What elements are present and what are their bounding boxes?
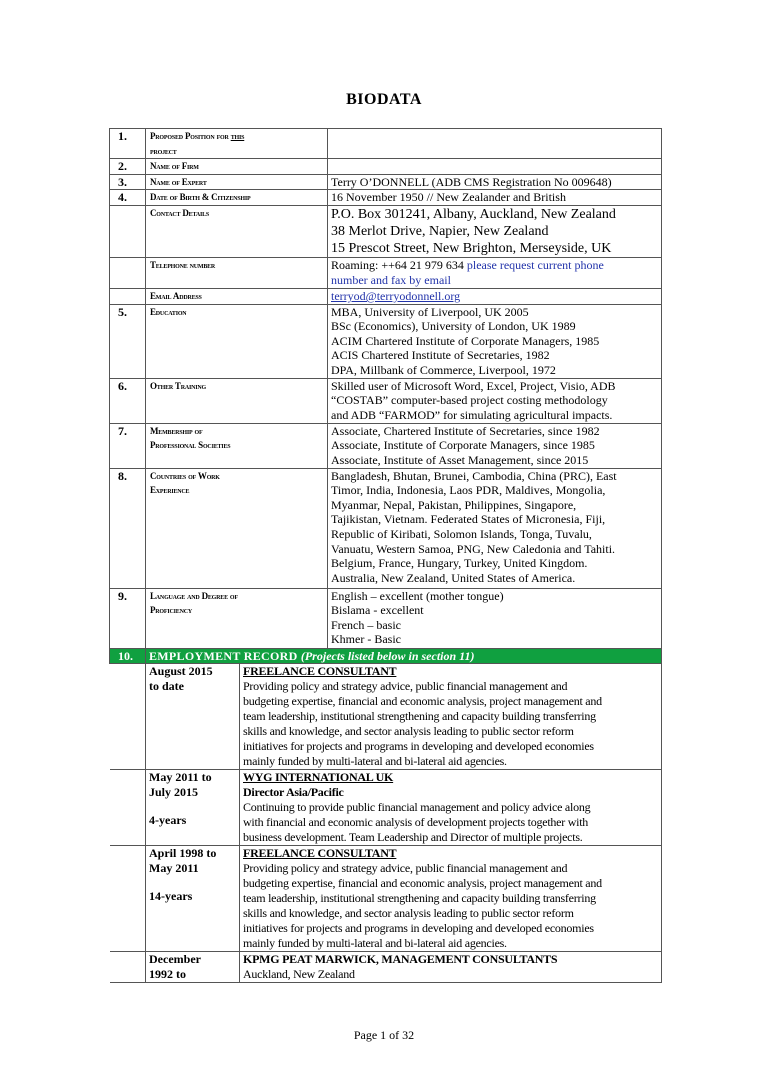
employment-entry	[110, 952, 662, 983]
telephone-value: Roaming: ++64 21 979 634 please request current phone number and fax by email	[328, 257, 662, 288]
expert-name-value: Terry O’DONNELL (ADB CMS Registration No 009648)	[328, 174, 662, 190]
row-telephone	[110, 257, 662, 288]
row-label: Name of Firm	[146, 159, 328, 175]
row-proposed-position	[110, 129, 662, 159]
employment-record-title: EMPLOYMENT RECORD (Projects listed below in section 11)	[146, 648, 662, 664]
row-number: 2.	[110, 159, 146, 175]
row-label: Contact Details	[146, 205, 328, 257]
email-value	[328, 288, 662, 304]
row-membership	[110, 423, 662, 468]
contact-address-value: P.O. Box 301241, Albany, Auckland, New Zealand 38 Merlot Drive, Napier, New Zealand 15 Prescot Street, New Brighton, Merseyside, UK	[328, 205, 662, 257]
row-number: 10.	[110, 648, 146, 664]
row-number: 7.	[110, 423, 146, 468]
row-other-training	[110, 378, 662, 423]
row-label: Proposed Position for this project	[146, 129, 328, 159]
row-countries	[110, 468, 662, 588]
training-value: Skilled user of Microsoft Word, Excel, Project, Visio, ADB “COSTAB” computer-based project costing methodology and ADB “FARMOD” for simulating agricultural impacts.	[328, 378, 662, 423]
row-contact-details	[110, 205, 662, 257]
employment-description: WYG INTERNATIONAL UK Director Asia/Pacific Continuing to provide public financial management and policy advice along with financial and economic analysis of development projects together with business development. Team Leadership and Director of multiple projects.	[240, 770, 662, 846]
languages-value: English – excellent (mother tongue) Bislama - excellent French – basic Khmer - Basic	[328, 588, 662, 648]
employment-description: FREELANCE CONSULTANT Providing policy and strategy advice, public financial management and budgeting expertise, financial and economic analysis, project management and team leadership, institutional strengthening and capacity building transferring skills and knowledge, and sector analysis leading to public sector reform initiatives for projects and programs in developing and developed economies mainly funded by multi-lateral and bi-lateral aid agencies.	[240, 664, 662, 770]
row-education	[110, 304, 662, 378]
row-label: Email Address	[146, 288, 328, 304]
row-date-of-birth	[110, 190, 662, 206]
row-number	[110, 257, 146, 288]
row-number: 8.	[110, 468, 146, 588]
row-name-of-expert	[110, 174, 662, 190]
row-languages	[110, 588, 662, 648]
row-number: 6.	[110, 378, 146, 423]
row-value	[328, 159, 662, 175]
employment-description: FREELANCE CONSULTANT Providing policy and strategy advice, public financial management and budgeting expertise, financial and economic analysis, project management and team leadership, institutional strengthening and capacity building transferring skills and knowledge, and sector analysis leading to public sector reform initiatives for projects and programs in developing and developed economies mainly funded by multi-lateral and bi-lateral aid agencies.	[240, 846, 662, 952]
row-number: 1.	[110, 129, 146, 159]
row-name-of-firm	[110, 159, 662, 175]
membership-value: Associate, Chartered Institute of Secretaries, since 1982 Associate, Institute of Corporate Managers, since 1985 Associate, Institute of Asset Management, since 2015	[328, 423, 662, 468]
row-number: 3.	[110, 174, 146, 190]
row-number: 4.	[110, 190, 146, 206]
row-label: Language and Degree of Proficiency	[146, 588, 328, 648]
employment-description: KPMG PEAT MARWICK, MANAGEMENT CONSULTANTS Auckland, New Zealand	[240, 952, 662, 983]
row-number: 5.	[110, 304, 146, 378]
row-label: Membership of Professional Societies	[146, 423, 328, 468]
birth-citizenship-value: 16 November 1950 // New Zealander and British	[328, 190, 662, 206]
employment-entry	[110, 664, 662, 770]
education-value: MBA, University of Liverpool, UK 2005 BSc (Economics), University of London, UK 1989 ACIM Chartered Institute of Corporate Managers, 1985 ACIS Chartered Institute of Secretaries, 1982 DPA, Millbank of Commerce, Liverpool, 1972	[328, 304, 662, 378]
row-number: 9.	[110, 588, 146, 648]
employment-entry	[110, 846, 662, 952]
employment-dates: August 2015 to date	[146, 664, 240, 770]
employment-dates: April 1998 to May 2011 14-years	[146, 846, 240, 952]
countries-value: Bangladesh, Bhutan, Brunei, Cambodia, China (PRC), East Timor, India, Indonesia, Laos PDR, Maldives, Mongolia, Myanmar, Nepal, Pakistan, Philippines, Singapore, Tajikistan, Vietnam. Federated States of Micronesia, Fiji, Republic of Kiribati, Solomon Islands, Tonga, Tuvalu, Vanuatu, Western Samoa, PNG, New Caledonia and Tahiti. Belgium, France, Hungary, Turkey, United Kingdom. Australia, New Zealand, United States of America.	[328, 468, 662, 588]
row-label: Name of Expert	[146, 174, 328, 190]
employment-dates: May 2011 to July 2015 4-years	[146, 770, 240, 846]
row-number	[110, 205, 146, 257]
row-employment-header	[110, 648, 662, 664]
row-label: Telephone number	[146, 257, 328, 288]
page-number: Page 1 of 32	[353, 1028, 415, 1042]
row-number	[110, 288, 146, 304]
row-label: Countries of Work Experience	[146, 468, 328, 588]
employment-entry	[110, 770, 662, 846]
row-label: Date of Birth & Citizenship	[146, 190, 328, 206]
row-label: Education	[146, 304, 328, 378]
document-title: BIODATA	[346, 91, 422, 108]
biodata-table	[109, 128, 662, 983]
email-link[interactable]: terryod@terryodonnell.org	[331, 288, 461, 303]
employment-dates: December 1992 to	[146, 952, 240, 983]
row-label: Other Training	[146, 378, 328, 423]
row-email	[110, 288, 662, 304]
row-value	[328, 129, 662, 159]
